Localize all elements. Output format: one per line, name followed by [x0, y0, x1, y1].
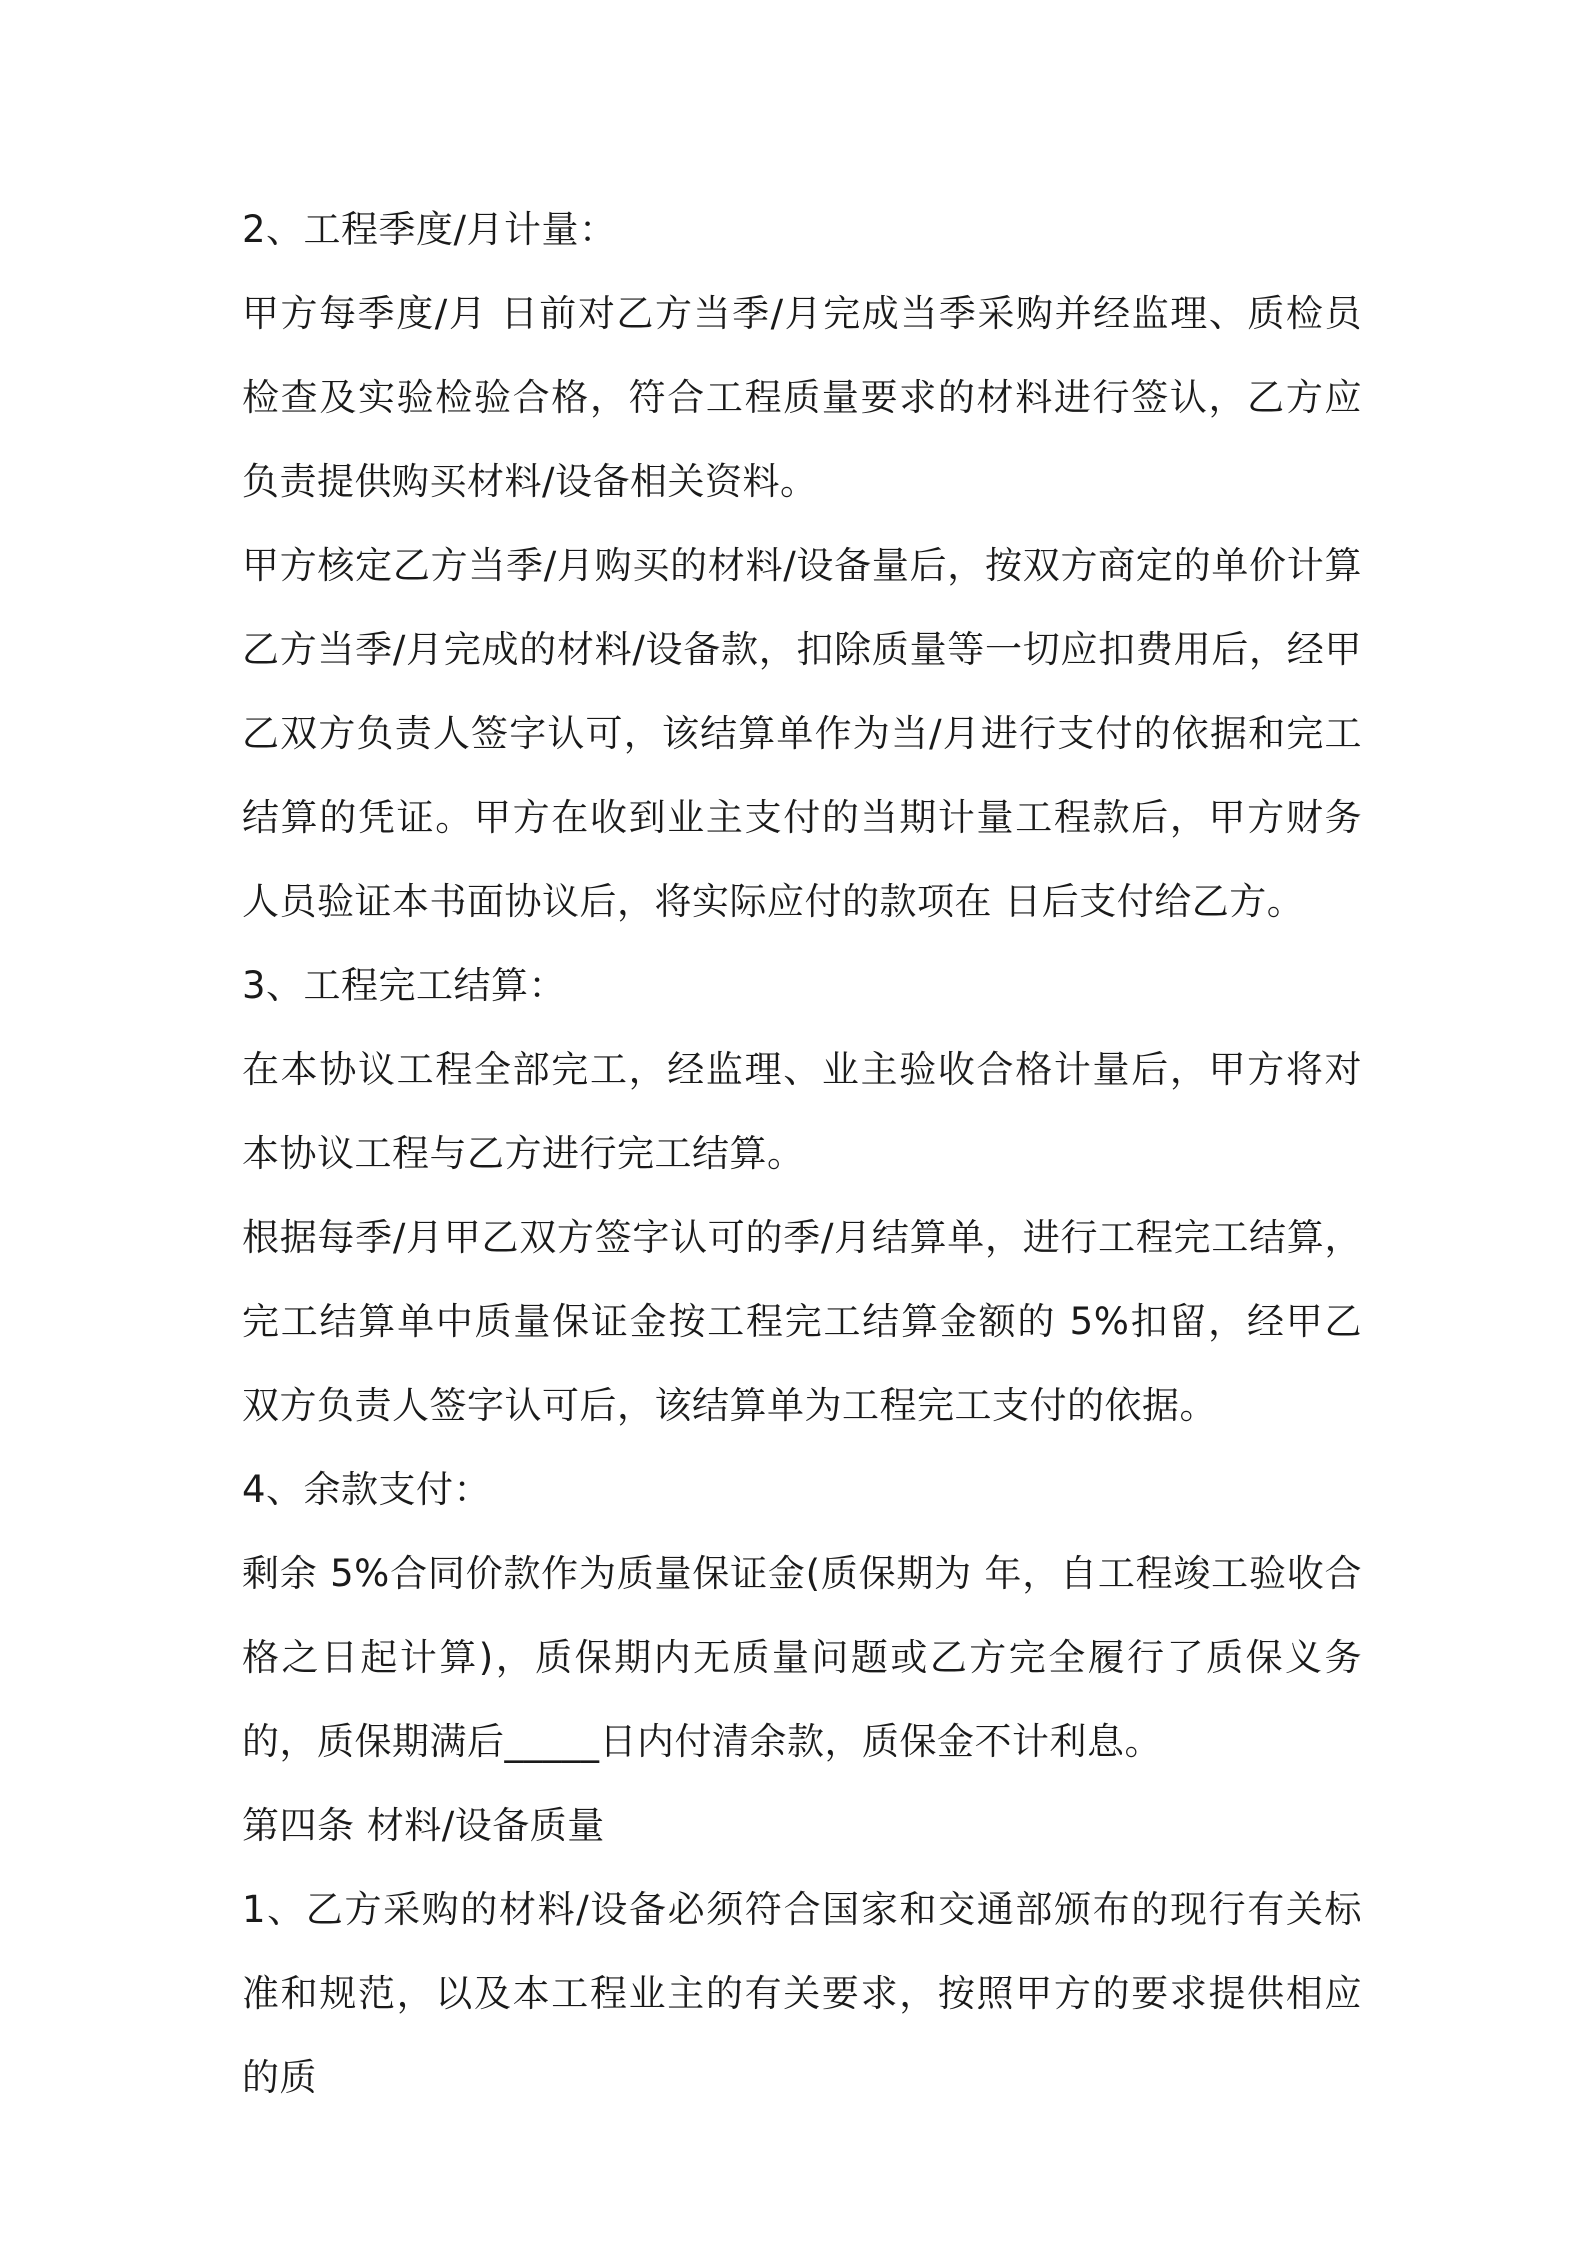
- document-body: [242, 188, 1362, 2120]
- section-heading-completion-settlement: 3、工程完工结算：: [242, 964, 567, 1007]
- section-heading-balance-payment: 4、余款支付：: [242, 1468, 492, 1511]
- paragraph-completion-settlement: 在本协议工程全部完工，经监理、业主验收合格计量后，甲方将对本协议工程与乙方进行完工结算。: [242, 1048, 1362, 1175]
- paragraph-quarterly-signoff: 甲方每季度/月 日前对乙方当季/月完成当季采购并经监理、质检员检查及实验检验合格，符合工程质量要求的材料进行签认，乙方应负责提供购买材料/设备相关资料。: [242, 292, 1362, 503]
- paragraph-settlement-basis: 根据每季/月甲乙双方签字认可的季/月结算单，进行工程完工结算，完工结算单中质量保证金按工程完工结算金额的 5%扣留，经甲乙双方负责人签字认可后，该结算单为工程完工支付的依据。: [242, 1216, 1362, 1427]
- section-heading-quarterly-measurement: 2、工程季度/月计量：: [242, 208, 617, 251]
- paragraph-balance-payment: 剩余 5%合同价款作为质量保证金(质保期为 年，自工程竣工验收合格之日起计算)，质保期内无质量问题或乙方完全履行了质保义务的，质保期满后_____日内付清余款，质保金不计利息。: [242, 1552, 1362, 1763]
- article-heading-material-quality: 第四条 材料/设备质量: [242, 1804, 605, 1847]
- paragraph-material-standards: 1、乙方采购的材料/设备必须符合国家和交通部颁布的现行有关标准和规范，以及本工程业主的有关要求，按照甲方的要求提供相应的质: [242, 1888, 1362, 2099]
- paragraph-quarterly-payment: 甲方核定乙方当季/月购买的材料/设备量后，按双方商定的单价计算乙方当季/月完成的材料/设备款，扣除质量等一切应扣费用后，经甲乙双方负责人签字认可，该结算单作为当/月进行支付的依据和完工结算的凭证。甲方在收到业主支付的当期计量工程款后，甲方财务人员验证本书面协议后，将实际应付的款项在 日后支付给乙方。: [242, 544, 1362, 923]
